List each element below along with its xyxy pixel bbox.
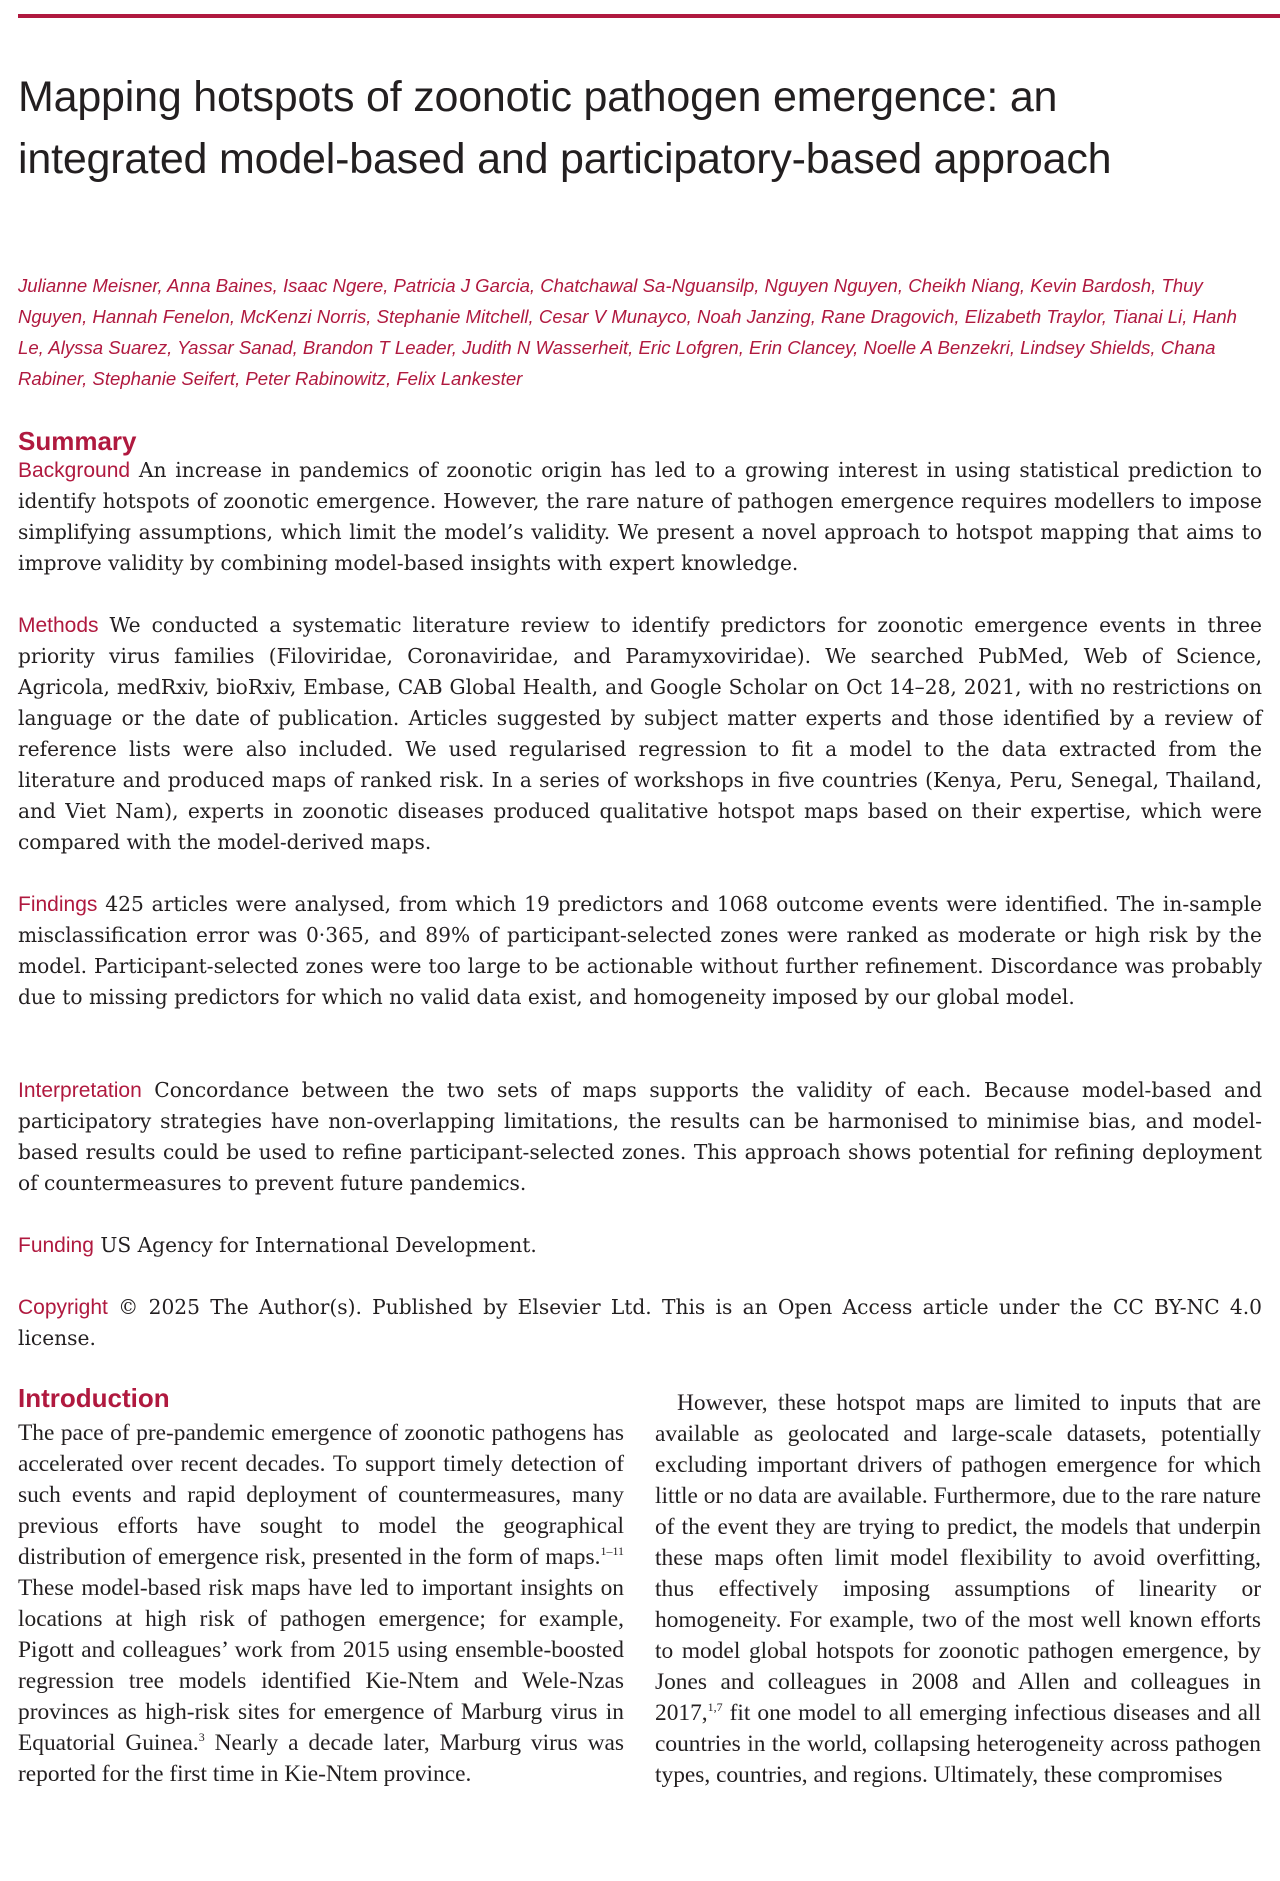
findings-paragraph <box>18 889 1262 1013</box>
funding-text: US Agency for International Development. <box>100 1233 537 1257</box>
introduction-left-column <box>18 1418 624 1790</box>
funding-paragraph <box>18 1230 1262 1261</box>
methods-label: Methods <box>18 614 99 637</box>
header-rule <box>18 14 1280 18</box>
copyright-label: Copyright <box>18 1296 108 1319</box>
background-label: Background <box>18 459 131 482</box>
intro-left-text-1: The pace of pre-pandemic emergence of zoonotic pathogens has accelerated over recent decades. To support timely detection of such events and rapid deployment of countermeasures, many previous efforts have sought to model the geographical distribution of emergence risk, presented in the form of maps. <box>18 1420 624 1570</box>
background-paragraph <box>18 455 1262 579</box>
introduction-right-column <box>655 1388 1261 1791</box>
summary-heading: Summary <box>18 426 137 456</box>
interpretation-label: Interpretation <box>18 1079 142 1102</box>
reference-superscript: 3 <box>198 1730 205 1745</box>
intro-left-text-3: Nearly a decade later, Marburg virus was reported for the first time in Kie-Ntem province. <box>18 1730 624 1787</box>
findings-text: 425 articles were analysed, from which 19 predictors and 1068 outcome events were identified. The in-sample misclassification error was 0·365, and 89% of participant-selected zones were ranked as moderate or high risk by the model. Participant-selected zones were too large to be actionable without further refinement. Discordance was probably due to missing predictors for which no valid data exist, and homogeneity imposed by our global model. <box>18 892 1263 1009</box>
intro-right-text-2: fit one model to all emerging infectious diseases and all countries in the world, collapsing heterogeneity across pathogen types, countries, and regions. Ultimately, these compromises <box>655 1700 1261 1788</box>
background-text: An increase in pandemics of zoonotic origin has led to a growing interest in using statistical prediction to identify hotspots of zoonotic emergence. However, the rare nature of pathogen emergence requires modellers to impose simplifying assumptions, which limit the model’s validity. We present a novel approach to hotspot mapping that aims to improve validity by combining model-based insights with expert knowledge. <box>18 458 1263 575</box>
funding-label: Funding <box>18 1234 94 1257</box>
introduction-heading: Introduction <box>18 1383 170 1413</box>
interpretation-text: Concordance between the two sets of maps supports the validity of each. Because model-based and participatory strategies have non-overlapping limitations, the results can be harmonised to minimise bias, and model-based results could be used to refine participant-selected zones. This approach shows potential for refining deployment of countermeasures to prevent future pandemics. <box>18 1078 1263 1195</box>
reference-superscript: 1–11 <box>600 1544 624 1559</box>
methods-text: We conducted a systematic literature review to identify predictors for zoonotic emergence events in three priority virus families (Filoviridae, Coronaviridae, and Paramyxoviridae). We searched PubMed, Web of Science, Agricola, medRxiv, bioRxiv, Embase, CAB Global Health, and Google Scholar on Oct 14–28, 2021, with no restrictions on language or the date of publication. Articles suggested by subject matter experts and those identified by a review of reference lists were also included. We used regularised regression to fit a model to the data extracted from the literature and produced maps of ranked risk. In a series of workshops in five countries (Kenya, Peru, Senegal, Thailand, and Viet Nam), experts in zoonotic diseases produced qualitative hotspot maps based on their expertise, which were compared with the model-derived maps. <box>18 613 1262 854</box>
copyright-text: © 2025 The Author(s). Published by Elsevier Ltd. This is an Open Access article under the CC BY-NC 4.0 license. <box>18 1295 1262 1350</box>
copyright-paragraph <box>18 1292 1262 1354</box>
interpretation-paragraph <box>18 1075 1262 1199</box>
reference-superscript: 1,7 <box>707 1700 723 1715</box>
author-list: Julianne Meisner, Anna Baines, Isaac Ngere, Patricia J Garcia, Chatchawal Sa-Nguansilp, Nguyen Nguyen, Cheikh Niang, Kevin Bardosh, Thuy Nguyen, Hannah Fenelon, McKenzi Norris, Stephanie Mitchell, Cesar V Munayco, Noah Janzing, Rane Dragovich, Elizabeth Traylor, Tianai Li, Hanh Le, Alyssa Suarez, Yassar Sanad, Brandon T Leader, Judith N Wasserheit, Eric Lofgren, Erin Clancey, Noelle A Benzekri, Lindsey Shields, Chana Rabiner, Stephanie Seifert, Peter Rabinowitz, Felix Lankester <box>18 275 1238 389</box>
findings-label: Findings <box>18 893 98 916</box>
article-title: Mapping hotspots of zoonotic pathogen emergence: an integrated model-based and participatory-based approach <box>18 73 1112 183</box>
intro-left-text-2: These model-based risk maps have led to important insights on locations at high risk of pathogen emergence; for example, Pigott and colleagues’ work from 2015 using ensemble-boosted regression tree models identified Kie-Ntem and Wele-Nzas provinces as high-risk sites for emergence of Marburg virus in Equatorial Guinea. <box>18 1575 624 1756</box>
methods-paragraph <box>18 610 1262 858</box>
intro-right-text-1: However, these hotspot maps are limited to inputs that are available as geolocated and large-scale datasets, potentially excluding important drivers of pathogen emergence for which little or no data are available. Furthermore, due to the rare nature of the event they are trying to predict, the models that underpin these maps often limit model flexibility to avoid overfitting, thus effectively imposing assumptions of linearity or homogeneity. For example, two of the most well known efforts to model global hotspots for zoonotic pathogen emergence, by Jones and colleagues in 2008 and Allen and colleagues in 2017, <box>655 1390 1261 1726</box>
